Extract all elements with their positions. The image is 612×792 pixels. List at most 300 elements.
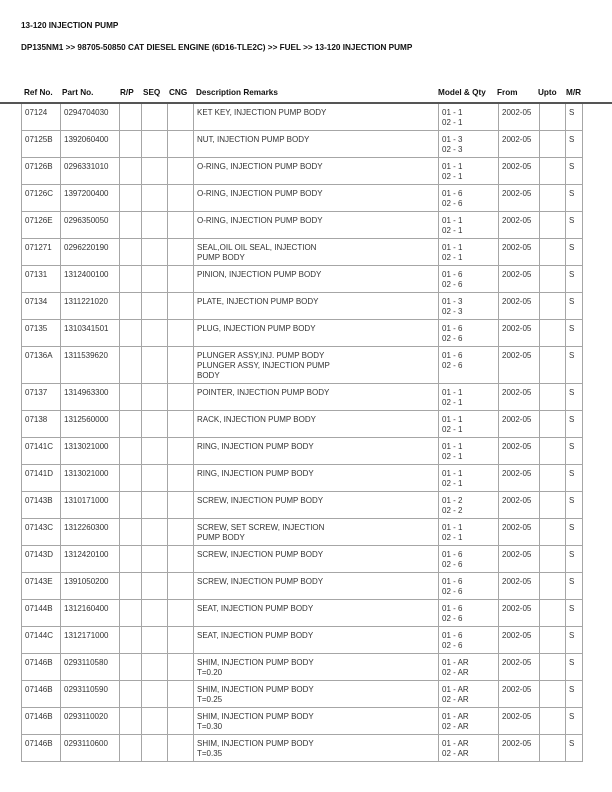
table-row (22, 320, 583, 347)
mr-cell: S (566, 438, 583, 465)
cng-cell (168, 654, 194, 681)
page-title: 13-120 INJECTION PUMP (21, 21, 119, 30)
cng-cell (168, 212, 194, 239)
model-qty-line: 01 - 6 (442, 324, 463, 333)
upto-cell (540, 131, 566, 158)
col-header-ref-no: Ref No. (24, 88, 53, 97)
part-no-cell: 1312160400 (61, 600, 120, 627)
ref-no-cell: 07141C (22, 438, 61, 465)
description-line: PLUNGER ASSY, INJECTION PUMP (197, 361, 330, 370)
table-row (22, 347, 583, 384)
model-qty-cell (439, 573, 499, 600)
description-line: T=0.25 (197, 695, 223, 704)
table-row (22, 654, 583, 681)
table-row (22, 411, 583, 438)
model-qty-line: 01 - AR (442, 739, 469, 748)
seq-cell (142, 293, 168, 320)
model-qty-cell (439, 239, 499, 266)
from-cell: 2002-05 (499, 411, 540, 438)
part-no-cell: 0296331010 (61, 158, 120, 185)
rp-cell (120, 266, 142, 293)
from-cell: 2002-05 (499, 438, 540, 465)
table-row (22, 384, 583, 411)
mr-cell: S (566, 573, 583, 600)
cng-cell (168, 266, 194, 293)
model-qty-line: 02 - 6 (442, 361, 463, 370)
from-cell: 2002-05 (499, 654, 540, 681)
description-cell (194, 158, 439, 185)
model-qty-line: 01 - 1 (442, 108, 463, 117)
upto-cell (540, 735, 566, 762)
seq-cell (142, 654, 168, 681)
model-qty-line: 02 - 6 (442, 560, 463, 569)
ref-no-cell: 07146B (22, 654, 61, 681)
from-cell: 2002-05 (499, 104, 540, 131)
part-no-cell: 1392060400 (61, 131, 120, 158)
mr-cell: S (566, 546, 583, 573)
mr-cell: S (566, 708, 583, 735)
model-qty-line: 01 - 1 (442, 415, 463, 424)
model-qty-line: 02 - 3 (442, 145, 463, 154)
ref-no-cell: 07134 (22, 293, 61, 320)
rp-cell (120, 654, 142, 681)
ref-no-cell: 07146B (22, 735, 61, 762)
part-no-cell: 1312260300 (61, 519, 120, 546)
seq-cell (142, 104, 168, 131)
mr-cell: S (566, 347, 583, 384)
rp-cell (120, 735, 142, 762)
seq-cell (142, 411, 168, 438)
mr-cell: S (566, 654, 583, 681)
model-qty-line: 01 - AR (442, 685, 469, 694)
mr-cell: S (566, 411, 583, 438)
seq-cell (142, 266, 168, 293)
ref-no-cell: 07125B (22, 131, 61, 158)
table-row (22, 438, 583, 465)
rp-cell (120, 131, 142, 158)
description-line: PUMP BODY (197, 533, 245, 542)
model-qty-cell (439, 131, 499, 158)
ref-no-cell: 07144B (22, 600, 61, 627)
col-header-description: Description Remarks (196, 88, 278, 97)
col-header-cng: CNG (169, 88, 188, 97)
table-row (22, 627, 583, 654)
model-qty-line: 02 - 6 (442, 587, 463, 596)
ref-no-cell: 07126C (22, 185, 61, 212)
model-qty-line: 01 - 6 (442, 351, 463, 360)
upto-cell (540, 158, 566, 185)
upto-cell (540, 708, 566, 735)
rp-cell (120, 158, 142, 185)
from-cell: 2002-05 (499, 681, 540, 708)
model-qty-line: 01 - 1 (442, 162, 463, 171)
model-qty-cell (439, 546, 499, 573)
cng-cell (168, 104, 194, 131)
model-qty-cell (439, 600, 499, 627)
from-cell: 2002-05 (499, 293, 540, 320)
model-qty-line: 01 - 3 (442, 135, 463, 144)
table-row (22, 131, 583, 158)
upto-cell (540, 600, 566, 627)
model-qty-cell (439, 708, 499, 735)
cng-cell (168, 347, 194, 384)
table-row (22, 185, 583, 212)
model-qty-line: 01 - 2 (442, 496, 463, 505)
from-cell: 2002-05 (499, 465, 540, 492)
part-no-cell: 0296350050 (61, 212, 120, 239)
table-row (22, 212, 583, 239)
upto-cell (540, 347, 566, 384)
description-cell (194, 384, 439, 411)
upto-cell (540, 212, 566, 239)
model-qty-line: 01 - AR (442, 658, 469, 667)
seq-cell (142, 465, 168, 492)
description-line: SHIM, INJECTION PUMP BODY (197, 658, 314, 667)
model-qty-line: 01 - 6 (442, 270, 463, 279)
table-row (22, 266, 583, 293)
model-qty-line: 01 - 6 (442, 577, 463, 586)
model-qty-line: 01 - 6 (442, 631, 463, 640)
description-cell (194, 347, 439, 384)
col-header-upto: Upto (538, 88, 557, 97)
cng-cell (168, 627, 194, 654)
model-qty-cell (439, 158, 499, 185)
cng-cell (168, 546, 194, 573)
ref-no-cell: 07138 (22, 411, 61, 438)
upto-cell (540, 681, 566, 708)
table-row (22, 573, 583, 600)
upto-cell (540, 465, 566, 492)
ref-no-cell: 07126E (22, 212, 61, 239)
ref-no-cell: 07135 (22, 320, 61, 347)
description-line: RACK, INJECTION PUMP BODY (197, 415, 316, 424)
model-qty-line: 02 - 1 (442, 425, 463, 434)
table-row (22, 546, 583, 573)
ref-no-cell: 07126B (22, 158, 61, 185)
mr-cell: S (566, 735, 583, 762)
ref-no-cell: 07141D (22, 465, 61, 492)
parts-table (21, 104, 583, 762)
model-qty-line: 01 - 1 (442, 388, 463, 397)
cng-cell (168, 465, 194, 492)
rp-cell (120, 293, 142, 320)
seq-cell (142, 239, 168, 266)
description-line: RING, INJECTION PUMP BODY (197, 442, 314, 451)
upto-cell (540, 519, 566, 546)
rp-cell (120, 708, 142, 735)
model-qty-cell (439, 185, 499, 212)
model-qty-line: 01 - 1 (442, 442, 463, 451)
description-cell (194, 438, 439, 465)
cng-cell (168, 600, 194, 627)
table-row (22, 465, 583, 492)
upto-cell (540, 320, 566, 347)
rp-cell (120, 600, 142, 627)
model-qty-cell (439, 104, 499, 131)
mr-cell: S (566, 320, 583, 347)
description-line: O-RING, INJECTION PUMP BODY (197, 162, 323, 171)
rp-cell (120, 546, 142, 573)
cng-cell (168, 131, 194, 158)
description-cell (194, 239, 439, 266)
description-line: SEAL,OIL OIL SEAL, INJECTION (197, 243, 317, 252)
part-no-cell: 1312420100 (61, 546, 120, 573)
seq-cell (142, 212, 168, 239)
rp-cell (120, 681, 142, 708)
model-qty-line: 01 - 1 (442, 523, 463, 532)
upto-cell (540, 104, 566, 131)
upto-cell (540, 239, 566, 266)
description-line: O-RING, INJECTION PUMP BODY (197, 216, 323, 225)
rp-cell (120, 438, 142, 465)
model-qty-line: 01 - 3 (442, 297, 463, 306)
part-no-cell: 1312171000 (61, 627, 120, 654)
rp-cell (120, 212, 142, 239)
table-row (22, 708, 583, 735)
description-line: PLATE, INJECTION PUMP BODY (197, 297, 319, 306)
seq-cell (142, 546, 168, 573)
model-qty-line: 02 - 1 (442, 533, 463, 542)
col-header-seq: SEQ (143, 88, 161, 97)
description-line: PLUG, INJECTION PUMP BODY (197, 324, 316, 333)
rp-cell (120, 465, 142, 492)
description-line: SCREW, INJECTION PUMP BODY (197, 496, 324, 505)
ref-no-cell: 071271 (22, 239, 61, 266)
rp-cell (120, 347, 142, 384)
model-qty-line: 02 - 6 (442, 199, 463, 208)
from-cell: 2002-05 (499, 627, 540, 654)
model-qty-line: 01 - 1 (442, 216, 463, 225)
description-line: NUT, INJECTION PUMP BODY (197, 135, 310, 144)
rp-cell (120, 384, 142, 411)
model-qty-cell (439, 627, 499, 654)
ref-no-cell: 07143E (22, 573, 61, 600)
description-line: T=0.20 (197, 668, 223, 677)
mr-cell: S (566, 185, 583, 212)
description-cell (194, 573, 439, 600)
cng-cell (168, 708, 194, 735)
description-cell (194, 600, 439, 627)
seq-cell (142, 347, 168, 384)
seq-cell (142, 600, 168, 627)
seq-cell (142, 131, 168, 158)
part-no-cell: 1391050200 (61, 573, 120, 600)
description-cell (194, 654, 439, 681)
model-qty-line: 02 - 6 (442, 641, 463, 650)
ref-no-cell: 07124 (22, 104, 61, 131)
description-cell (194, 185, 439, 212)
from-cell: 2002-05 (499, 158, 540, 185)
table-row (22, 293, 583, 320)
breadcrumb: DP135NM1 >> 98705-50850 CAT DIESEL ENGINE (6D16-TLE2C) >> FUEL >> 13-120 INJECTION PUMP (21, 43, 413, 52)
model-qty-cell (439, 465, 499, 492)
description-cell (194, 293, 439, 320)
part-no-cell: 0296220190 (61, 239, 120, 266)
parts-table-body (22, 104, 583, 762)
mr-cell: S (566, 266, 583, 293)
rp-cell (120, 519, 142, 546)
table-row (22, 158, 583, 185)
cng-cell (168, 320, 194, 347)
upto-cell (540, 411, 566, 438)
seq-cell (142, 519, 168, 546)
from-cell: 2002-05 (499, 384, 540, 411)
part-no-cell: 0293110590 (61, 681, 120, 708)
rp-cell (120, 185, 142, 212)
model-qty-line: 01 - 6 (442, 189, 463, 198)
model-qty-line: 02 - 3 (442, 307, 463, 316)
from-cell: 2002-05 (499, 212, 540, 239)
description-line: POINTER, INJECTION PUMP BODY (197, 388, 330, 397)
mr-cell: S (566, 131, 583, 158)
model-qty-line: 02 - AR (442, 668, 469, 677)
description-cell (194, 320, 439, 347)
description-cell (194, 492, 439, 519)
mr-cell: S (566, 681, 583, 708)
part-no-cell: 1311539620 (61, 347, 120, 384)
rp-cell (120, 239, 142, 266)
mr-cell: S (566, 627, 583, 654)
part-no-cell: 1313021000 (61, 438, 120, 465)
from-cell: 2002-05 (499, 546, 540, 573)
seq-cell (142, 735, 168, 762)
cng-cell (168, 185, 194, 212)
model-qty-line: 01 - 6 (442, 550, 463, 559)
mr-cell: S (566, 212, 583, 239)
model-qty-line: 02 - 6 (442, 334, 463, 343)
model-qty-line: 01 - 1 (442, 243, 463, 252)
model-qty-cell (439, 320, 499, 347)
ref-no-cell: 07146B (22, 681, 61, 708)
model-qty-line: 02 - 1 (442, 398, 463, 407)
model-qty-line: 01 - 1 (442, 469, 463, 478)
description-cell (194, 627, 439, 654)
seq-cell (142, 573, 168, 600)
seq-cell (142, 185, 168, 212)
from-cell: 2002-05 (499, 573, 540, 600)
description-cell (194, 131, 439, 158)
description-line: PINION, INJECTION PUMP BODY (197, 270, 322, 279)
col-header-part-no: Part No. (62, 88, 94, 97)
from-cell: 2002-05 (499, 185, 540, 212)
description-line: SEAT, INJECTION PUMP BODY (197, 631, 314, 640)
mr-cell: S (566, 519, 583, 546)
part-no-cell: 0293110600 (61, 735, 120, 762)
part-no-cell: 0294704030 (61, 104, 120, 131)
from-cell: 2002-05 (499, 239, 540, 266)
mr-cell: S (566, 492, 583, 519)
model-qty-line: 02 - 2 (442, 506, 463, 515)
table-row (22, 239, 583, 266)
model-qty-line: 02 - 1 (442, 118, 463, 127)
cng-cell (168, 158, 194, 185)
description-cell (194, 519, 439, 546)
model-qty-cell (439, 519, 499, 546)
table-row (22, 519, 583, 546)
seq-cell (142, 708, 168, 735)
mr-cell: S (566, 293, 583, 320)
upto-cell (540, 438, 566, 465)
description-cell (194, 465, 439, 492)
ref-no-cell: 07146B (22, 708, 61, 735)
description-line: SCREW, INJECTION PUMP BODY (197, 550, 324, 559)
model-qty-line: 02 - 6 (442, 614, 463, 623)
mr-cell: S (566, 600, 583, 627)
rp-cell (120, 492, 142, 519)
mr-cell: S (566, 239, 583, 266)
model-qty-cell (439, 384, 499, 411)
cng-cell (168, 293, 194, 320)
cng-cell (168, 492, 194, 519)
model-qty-cell (439, 654, 499, 681)
description-cell (194, 546, 439, 573)
description-cell (194, 708, 439, 735)
from-cell: 2002-05 (499, 492, 540, 519)
description-cell (194, 266, 439, 293)
ref-no-cell: 07137 (22, 384, 61, 411)
cng-cell (168, 239, 194, 266)
from-cell: 2002-05 (499, 600, 540, 627)
description-line: RING, INJECTION PUMP BODY (197, 469, 314, 478)
model-qty-line: 02 - 1 (442, 226, 463, 235)
rp-cell (120, 104, 142, 131)
description-cell (194, 735, 439, 762)
part-no-cell: 1314963300 (61, 384, 120, 411)
description-line: O-RING, INJECTION PUMP BODY (197, 189, 323, 198)
description-line: SHIM, INJECTION PUMP BODY (197, 685, 314, 694)
ref-no-cell: 07143B (22, 492, 61, 519)
description-cell (194, 681, 439, 708)
upto-cell (540, 627, 566, 654)
part-no-cell: 1313021000 (61, 465, 120, 492)
upto-cell (540, 293, 566, 320)
ref-no-cell: 07143C (22, 519, 61, 546)
upto-cell (540, 266, 566, 293)
description-line: T=0.30 (197, 722, 223, 731)
from-cell: 2002-05 (499, 266, 540, 293)
table-row (22, 104, 583, 131)
from-cell: 2002-05 (499, 131, 540, 158)
rp-cell (120, 320, 142, 347)
upto-cell (540, 384, 566, 411)
upto-cell (540, 546, 566, 573)
part-no-cell: 1311221020 (61, 293, 120, 320)
table-row (22, 681, 583, 708)
from-cell: 2002-05 (499, 735, 540, 762)
upto-cell (540, 573, 566, 600)
model-qty-line: 01 - AR (442, 712, 469, 721)
description-cell (194, 104, 439, 131)
ref-no-cell: 07144C (22, 627, 61, 654)
description-line: BODY (197, 371, 220, 380)
cng-cell (168, 384, 194, 411)
from-cell: 2002-05 (499, 347, 540, 384)
ref-no-cell: 07131 (22, 266, 61, 293)
upto-cell (540, 185, 566, 212)
model-qty-cell (439, 735, 499, 762)
seq-cell (142, 627, 168, 654)
seq-cell (142, 492, 168, 519)
description-line: PLUNGER ASSY,INJ. PUMP BODY (197, 351, 325, 360)
part-no-cell: 0293110580 (61, 654, 120, 681)
cng-cell (168, 573, 194, 600)
seq-cell (142, 320, 168, 347)
table-row (22, 492, 583, 519)
rp-cell (120, 627, 142, 654)
from-cell: 2002-05 (499, 320, 540, 347)
part-no-cell: 1312400100 (61, 266, 120, 293)
part-no-cell: 1312560000 (61, 411, 120, 438)
